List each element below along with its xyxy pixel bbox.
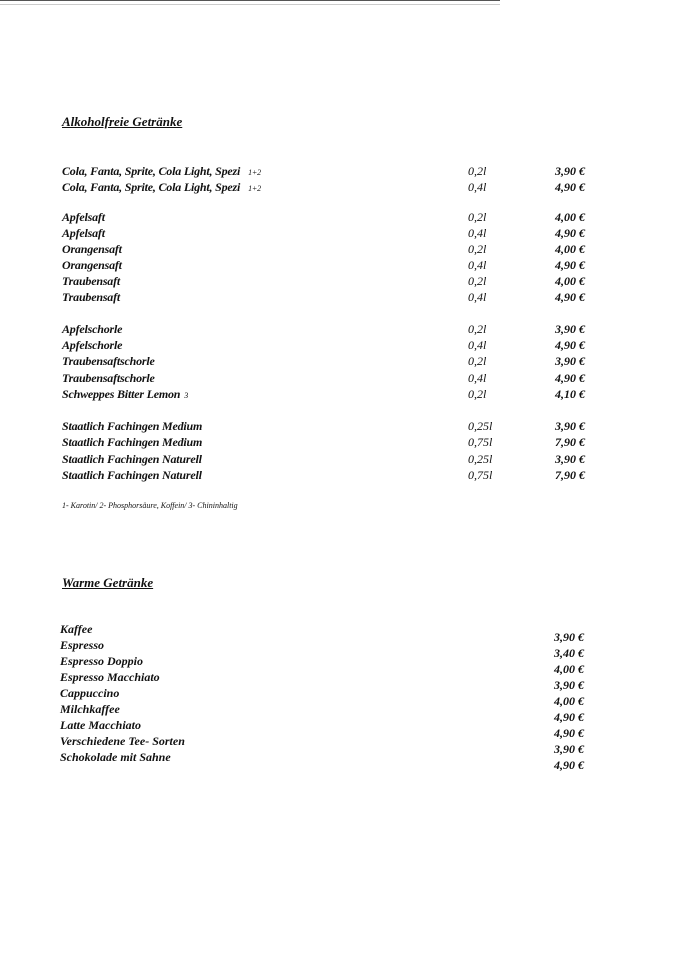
item-size: 0,4l bbox=[468, 290, 487, 304]
menu-row bbox=[0, 164, 682, 180]
item-price: 3,90 € bbox=[555, 322, 585, 336]
menu-row bbox=[0, 226, 682, 242]
item-name: Schweppes Bitter Lemon 3 bbox=[62, 387, 189, 401]
section-title-warm: Warme Getränke bbox=[62, 575, 154, 590]
warm-item-price: 4,90 € bbox=[554, 710, 584, 724]
scan-line-top bbox=[0, 0, 500, 2]
item-name: Staatlich Fachingen Naturell bbox=[62, 468, 202, 482]
menu-row bbox=[0, 338, 682, 354]
item-price: 3,90 € bbox=[555, 452, 585, 466]
warm-item-price: 3,90 € bbox=[554, 630, 584, 644]
item-price: 3,90 € bbox=[555, 164, 585, 178]
item-price: 7,90 € bbox=[555, 435, 585, 449]
item-size: 0,2l bbox=[468, 387, 487, 401]
item-note: 1+2 bbox=[248, 168, 261, 177]
item-price: 4,90 € bbox=[555, 258, 585, 272]
item-size: 0,4l bbox=[468, 226, 487, 240]
item-price: 3,90 € bbox=[555, 419, 585, 433]
warm-item-name: Kaffee bbox=[60, 622, 93, 636]
item-price: 7,90 € bbox=[555, 468, 585, 482]
item-size: 0,2l bbox=[468, 274, 487, 288]
menu-row bbox=[0, 371, 682, 387]
item-size: 0,2l bbox=[468, 354, 487, 368]
warm-item-price: 4,00 € bbox=[554, 694, 584, 708]
warm-item-name: Verschiedene Tee- Sorten bbox=[60, 734, 185, 748]
item-price: 4,90 € bbox=[555, 180, 585, 194]
warm-item-name: Schokolade mit Sahne bbox=[60, 750, 171, 764]
warm-item-price: 4,90 € bbox=[554, 726, 584, 740]
item-name: Traubensaftschorle bbox=[62, 354, 155, 368]
item-note: 3 bbox=[184, 391, 189, 400]
item-name: Staatlich Fachingen Medium bbox=[62, 419, 203, 433]
warm-item-name: Espresso Macchiato bbox=[60, 670, 160, 684]
item-name: Apfelschorle bbox=[62, 338, 123, 352]
warm-item-name: Latte Macchiato bbox=[60, 718, 141, 732]
item-size: 0,2l bbox=[468, 210, 487, 224]
item-size: 0,2l bbox=[468, 164, 487, 178]
warm-item-price: 4,90 € bbox=[554, 758, 584, 772]
item-name: Apfelschorle bbox=[62, 322, 123, 336]
item-price: 4,00 € bbox=[555, 210, 585, 224]
item-price: 4,90 € bbox=[555, 290, 585, 304]
menu-row bbox=[0, 274, 682, 290]
scan-line-faint bbox=[0, 4, 500, 6]
item-size: 0,2l bbox=[468, 242, 487, 256]
allergen-footnote: 1- Karotin/ 2- Phosphorsäure, Koffein/ 3- Chininhaltig bbox=[62, 501, 238, 510]
item-size: 0,4l bbox=[468, 371, 487, 385]
item-name: Apfelsaft bbox=[62, 210, 105, 224]
item-price: 4,90 € bbox=[555, 371, 585, 385]
item-size: 0,4l bbox=[468, 338, 487, 352]
item-name: Orangensaft bbox=[62, 242, 122, 256]
menu-row bbox=[0, 452, 682, 468]
item-note: 1+2 bbox=[248, 184, 261, 193]
item-size: 0,4l bbox=[468, 258, 487, 272]
item-price: 4,10 € bbox=[555, 387, 585, 401]
warm-item-name: Espresso bbox=[60, 638, 105, 652]
item-price: 4,90 € bbox=[555, 226, 585, 240]
section-title-alkoholfrei: Alkoholfreie Getränke bbox=[62, 114, 183, 129]
item-name: Apfelsaft bbox=[62, 226, 105, 240]
item-size: 0,4l bbox=[468, 180, 487, 194]
item-name: Staatlich Fachingen Naturell bbox=[62, 452, 202, 466]
item-size: 0,2l bbox=[468, 322, 487, 336]
menu-row bbox=[0, 468, 682, 484]
item-size: 0,25l bbox=[468, 452, 493, 466]
item-price: 4,90 € bbox=[555, 338, 585, 352]
menu-row bbox=[0, 419, 682, 435]
menu-row bbox=[0, 242, 682, 258]
item-price: 4,00 € bbox=[555, 274, 585, 288]
warm-item-price: 4,00 € bbox=[554, 662, 584, 676]
warm-item-price: 3,90 € bbox=[554, 742, 584, 756]
menu-row bbox=[0, 290, 682, 306]
menu-row bbox=[0, 210, 682, 226]
item-price: 3,90 € bbox=[555, 354, 585, 368]
item-size: 0,25l bbox=[468, 419, 493, 433]
menu-row bbox=[0, 258, 682, 274]
item-size: 0,75l bbox=[468, 468, 493, 482]
item-name: Orangensaft bbox=[62, 258, 122, 272]
warm-item-price: 3,40 € bbox=[554, 646, 584, 660]
menu-row bbox=[0, 387, 682, 403]
menu-row bbox=[0, 354, 682, 370]
item-name: Traubensaftschorle bbox=[62, 371, 155, 385]
warm-item-price: 3,90 € bbox=[554, 678, 584, 692]
warm-item-name: Espresso Doppio bbox=[60, 654, 144, 668]
item-name: Traubensaft bbox=[62, 290, 121, 304]
item-name: Cola, Fanta, Sprite, Cola Light, Spezi 1+2 bbox=[62, 180, 261, 194]
menu-row bbox=[0, 322, 682, 338]
menu-row bbox=[0, 435, 682, 451]
item-size: 0,75l bbox=[468, 435, 493, 449]
item-name: Traubensaft bbox=[62, 274, 121, 288]
menu-row bbox=[0, 180, 682, 196]
item-name: Staatlich Fachingen Medium bbox=[62, 435, 203, 449]
item-name: Cola, Fanta, Sprite, Cola Light, Spezi 1+2 bbox=[62, 164, 261, 178]
warm-item-name: Cappuccino bbox=[60, 686, 120, 700]
warm-item-name: Milchkaffee bbox=[60, 702, 120, 716]
item-price: 4,00 € bbox=[555, 242, 585, 256]
